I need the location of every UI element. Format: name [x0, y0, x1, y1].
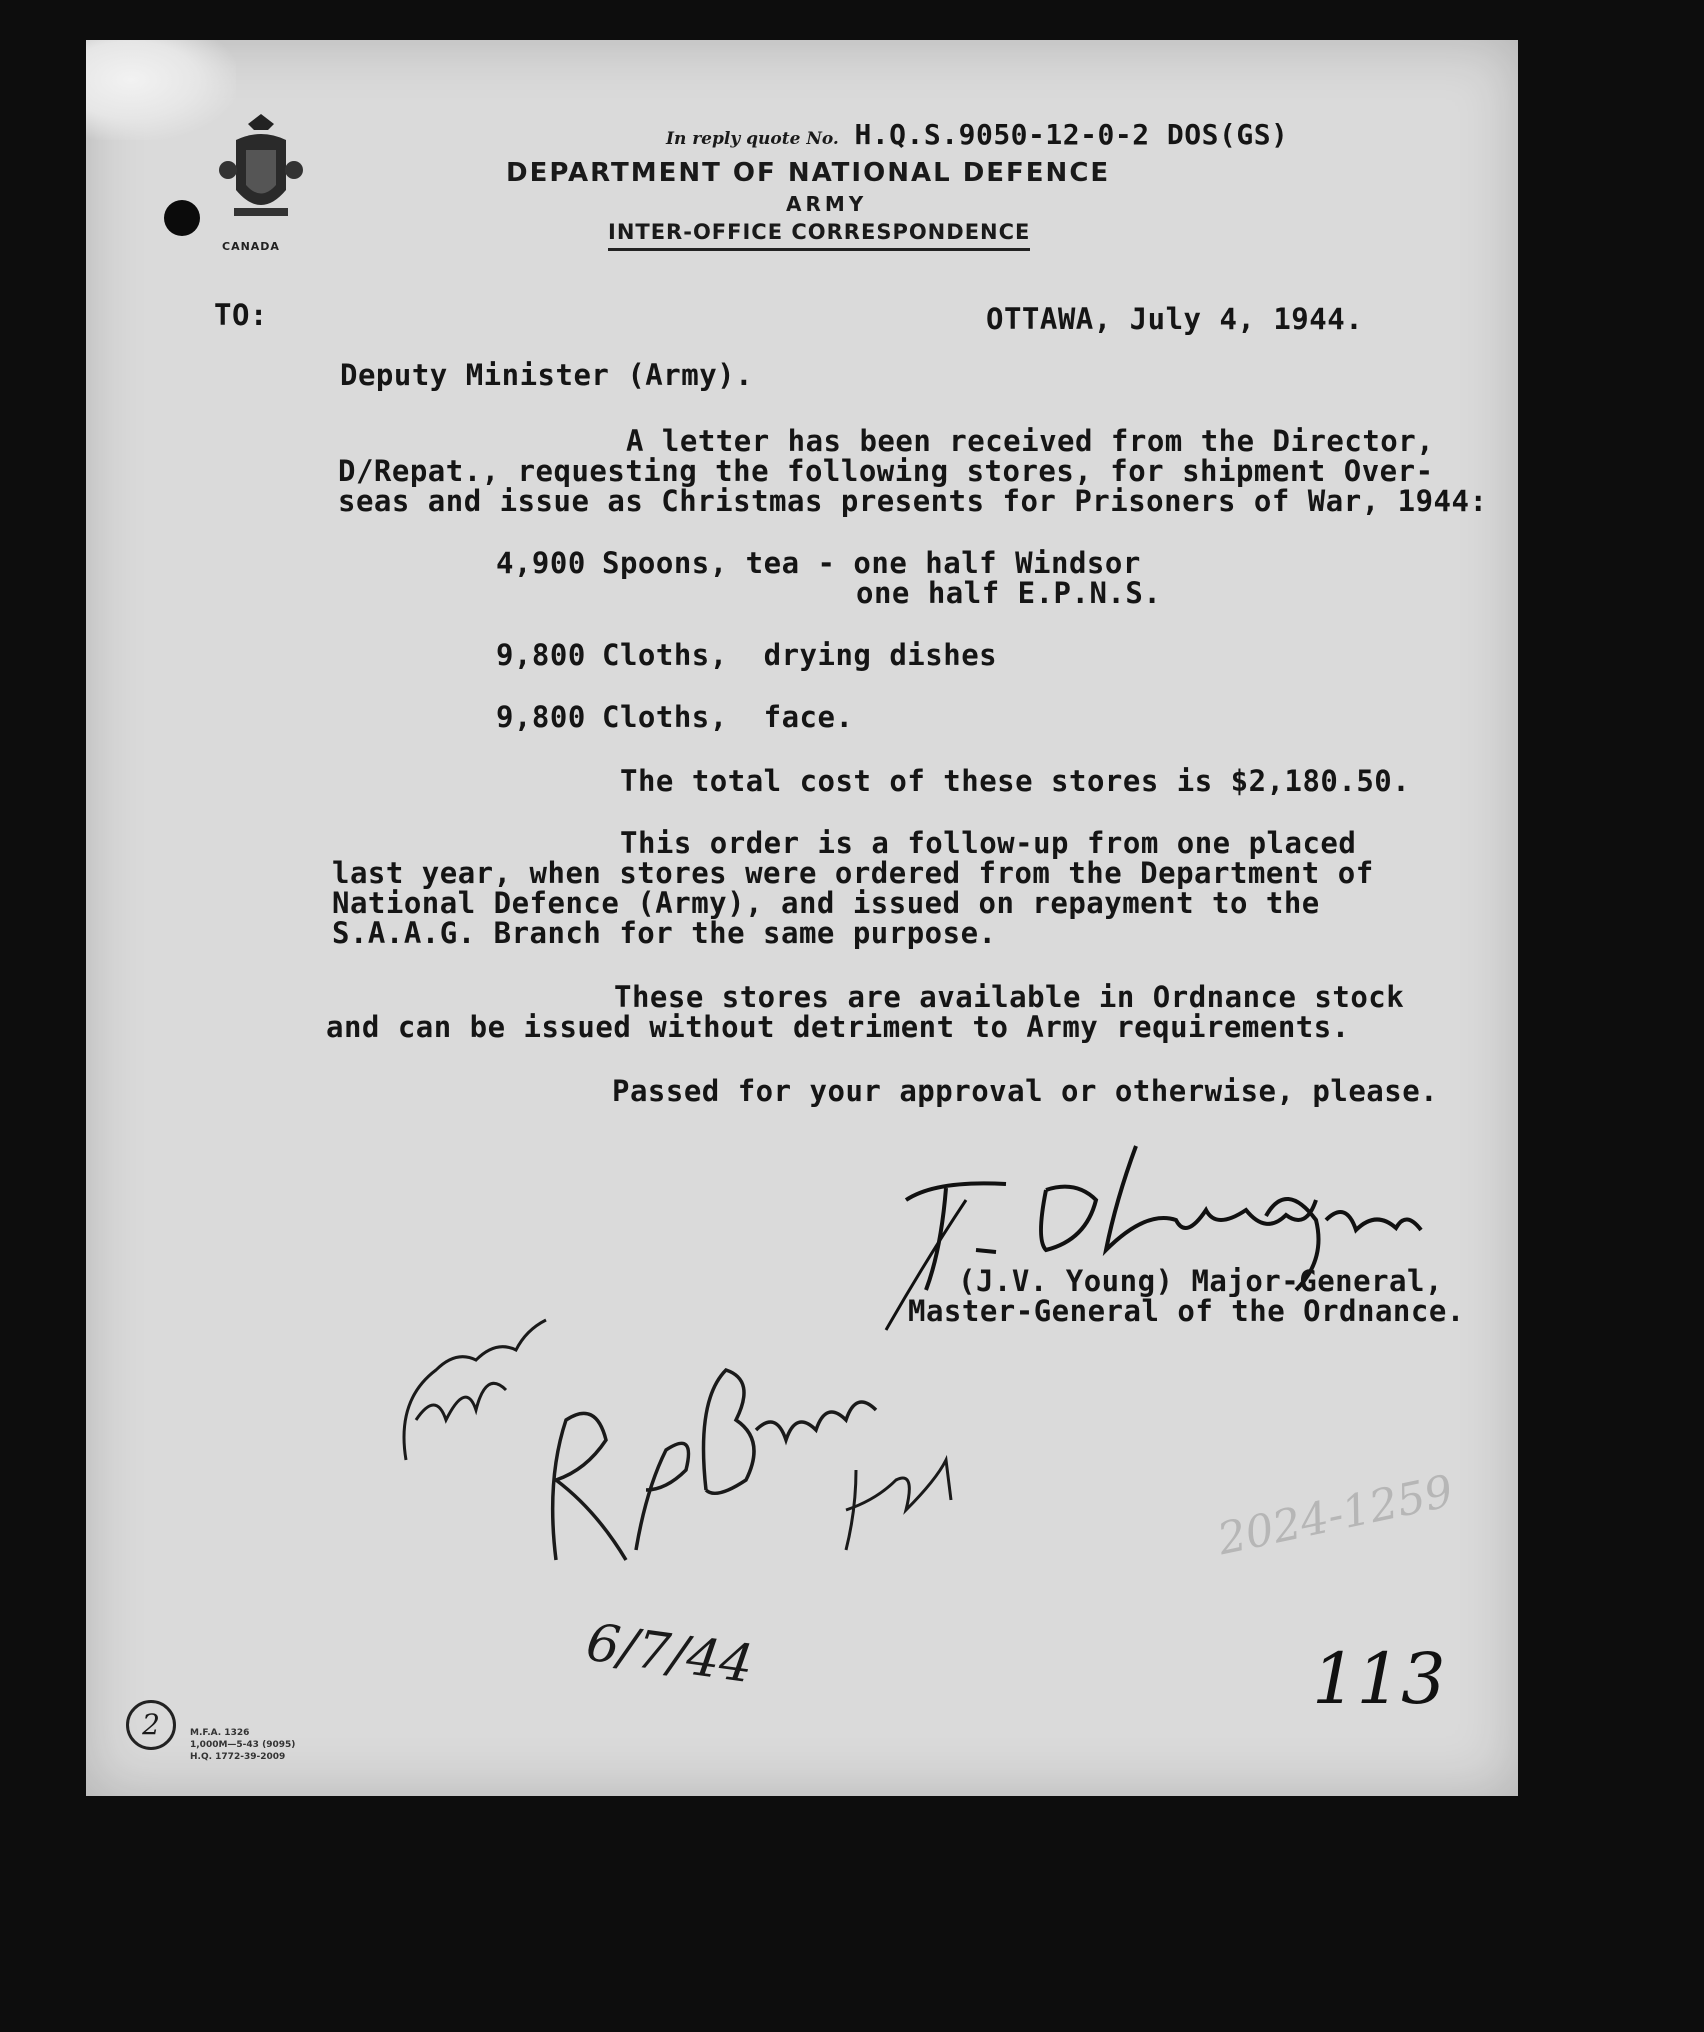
- form-code-2: 1,000M—5-43 (9095): [190, 1740, 296, 1750]
- form-code-1: M.F.A. 1326: [190, 1728, 250, 1738]
- followup-line-1: This order is a follow-up from one placed: [620, 826, 1357, 860]
- intro-line-2: D/Repat., requesting the following stores, for shipment Over-: [338, 454, 1434, 488]
- approval-for: [146, 1608, 150, 1609]
- approval-date: 6/7/44: [582, 1612, 757, 1696]
- followup-line-2: last year, when stores were ordered from the Department of: [332, 856, 1374, 890]
- followup-line-3: National Defence (Army), and issued on repayment to the: [332, 886, 1320, 920]
- crest-caption: CANADA: [222, 240, 280, 253]
- document-page: [86, 40, 1518, 1796]
- form-type-heading: INTER-OFFICE CORRESPONDENCE: [608, 220, 1030, 251]
- item-1-desc-2: one half E.P.N.S.: [856, 576, 1162, 610]
- punch-hole: [164, 200, 200, 236]
- form-code-3: H.Q. 1772-39-2009: [190, 1752, 286, 1762]
- signatory-name: (J.V. Young) Major-General,: [958, 1264, 1443, 1298]
- crest-emblem: [216, 110, 306, 240]
- item-3-qty: 9,800: [496, 700, 586, 734]
- intro-line-3: seas and issue as Christmas presents for Prisoners of War, 1944:: [338, 484, 1488, 518]
- addressee: Deputy Minister (Army).: [340, 358, 754, 392]
- page-number: 113: [1312, 1638, 1446, 1720]
- date-line: OTTAWA, July 4, 1944.: [986, 302, 1364, 336]
- approval-signer: [146, 1604, 152, 1605]
- signatory-position: Master-General of the Ordnance.: [908, 1294, 1465, 1328]
- availability-line-2: and can be issued without detriment to Army requirements.: [326, 1010, 1350, 1044]
- availability-line-1: These stores are available in Ordnance stock: [614, 980, 1405, 1014]
- circled-mark-number: 2: [142, 1708, 160, 1741]
- reply-label: In reply quote No.: [666, 129, 839, 149]
- to-label: TO:: [214, 298, 268, 332]
- army-heading: ARMY: [786, 192, 868, 216]
- circled-mark: [126, 1700, 176, 1750]
- department-heading: DEPARTMENT OF NATIONAL DEFENCE: [506, 158, 1111, 188]
- item-2-qty: 9,800: [496, 638, 586, 672]
- followup-line-4: S.A.A.G. Branch for the same purpose.: [332, 916, 997, 950]
- intro-line-1: A letter has been received from the Director,: [626, 424, 1435, 458]
- reply-number: H.Q.S.9050-12-0-2 DOS(GS): [854, 118, 1289, 151]
- total-cost-line: The total cost of these stores is $2,180.50.: [620, 764, 1411, 798]
- approval-word: [146, 1600, 151, 1601]
- item-1-qty: 4,900: [496, 546, 586, 580]
- reply-reference: [666, 118, 1288, 151]
- approval-handwriting: [376, 1310, 996, 1590]
- faint-pencil-note: 2024-1259: [1213, 1465, 1458, 1566]
- worn-corner: [86, 40, 236, 140]
- item-2-desc: Cloths, drying dishes: [602, 638, 998, 672]
- closing-line: Passed for your approval or otherwise, please.: [612, 1074, 1439, 1108]
- item-1-desc: Spoons, tea - one half Windsor: [602, 546, 1141, 580]
- item-3-desc: Cloths, face.: [602, 700, 854, 734]
